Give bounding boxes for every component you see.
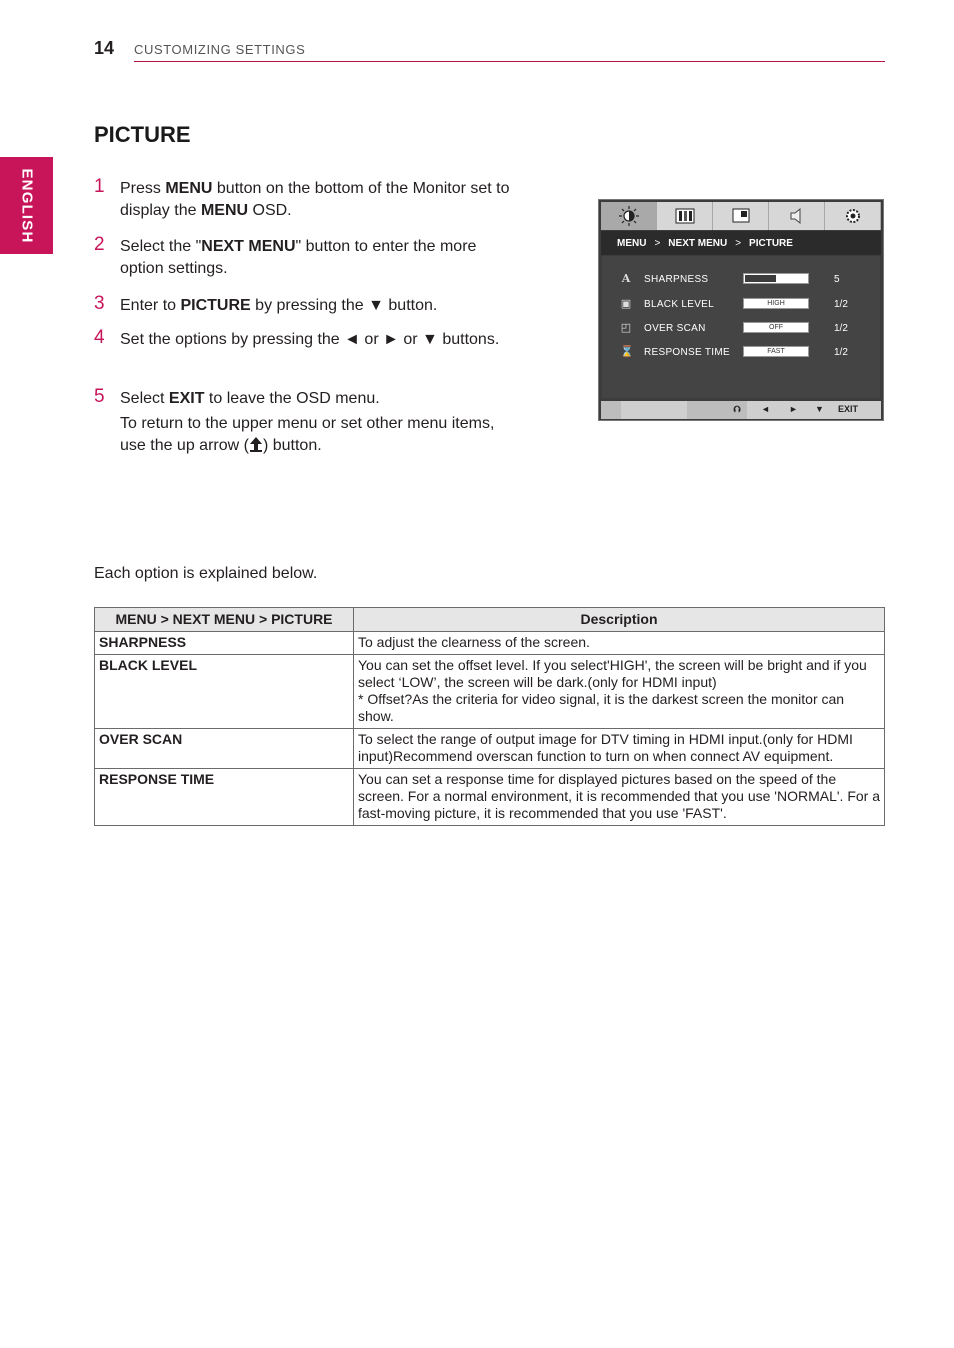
column-header-menu: MENU > NEXT MENU > PICTURE <box>95 608 354 632</box>
option-description: To select the range of output image for DTV timing in HDMI input.(only for HDMI input)Recommend overscan function to turn on when connect AV equipment. <box>354 729 885 769</box>
table-header-row <box>95 608 885 632</box>
step-text: Enter to PICTURE by pressing the ▼ button. <box>120 297 438 314</box>
step-4 <box>94 329 524 351</box>
exit-button[interactable]: EXIT <box>838 404 859 414</box>
step-number: 3 <box>94 293 105 314</box>
step-text: Select the "NEXT MENU" button to enter the more option settings. <box>120 238 477 277</box>
osd-row-sharpness[interactable] <box>602 270 880 290</box>
display-icon <box>730 205 752 227</box>
column-header-description: Description <box>354 608 885 632</box>
right-button[interactable]: ► <box>789 404 798 414</box>
osd-row-response-time[interactable] <box>602 343 880 363</box>
step-1 <box>94 178 524 222</box>
option-description: To adjust the clearness of the screen. <box>354 632 885 655</box>
brightness-icon <box>618 205 640 227</box>
up-arrow-icon <box>249 436 263 452</box>
step-5 <box>94 388 524 457</box>
table-row <box>95 729 885 769</box>
response-time-icon: ⌛ <box>620 346 634 358</box>
step-text: Press MENU button on the bottom of the Monitor set to display the MENU OSD. <box>120 180 510 219</box>
black-level-icon: ▣ <box>620 298 632 310</box>
step-3 <box>94 295 524 317</box>
option-name: OVER SCAN <box>95 729 354 769</box>
language-tab-label: ENGLISH <box>18 167 35 244</box>
osd-tab-settings[interactable] <box>825 202 881 230</box>
option-name: SHARPNESS <box>95 632 354 655</box>
osd-tab-color[interactable] <box>657 202 713 230</box>
step-number: 2 <box>94 234 105 255</box>
color-bars-icon <box>674 205 696 227</box>
sharpness-icon: A <box>621 272 631 285</box>
osd-row-value: 1/2 <box>834 323 848 334</box>
osd-row-value: 1/2 <box>834 347 848 358</box>
osd-tab-sound[interactable] <box>769 202 825 230</box>
osd-footer <box>601 401 881 419</box>
osd-tab-picture[interactable] <box>601 202 657 230</box>
page-number: 14 <box>94 38 115 58</box>
osd-row-black-level[interactable] <box>602 295 880 315</box>
table-row <box>95 769 885 826</box>
osd-row-over-scan[interactable] <box>602 319 880 339</box>
step-number: 5 <box>94 386 105 407</box>
sharpness-slider[interactable] <box>743 273 809 284</box>
option-name: RESPONSE TIME <box>95 769 354 826</box>
table-row <box>95 655 885 729</box>
gear-icon <box>842 205 864 227</box>
step-2 <box>94 236 524 280</box>
osd-row-label: SHARPNESS <box>644 274 709 285</box>
osd-row-label: OVER SCAN <box>644 323 706 334</box>
osd-row-label: BLACK LEVEL <box>644 299 715 310</box>
osd-row-label: RESPONSE TIME <box>644 347 730 358</box>
explain-text: Each option is explained below. <box>94 565 318 582</box>
up-button[interactable]: ⮉ <box>734 404 741 414</box>
over-scan-icon: ◰ <box>620 322 632 334</box>
osd-row-value: 5 <box>834 274 840 285</box>
osd-options-panel <box>602 256 880 398</box>
sharpness-slider-fill <box>745 275 776 282</box>
options-table <box>94 607 885 826</box>
option-description: You can set a response time for displayed pictures based on the speed of the screen. For a normal environment, it is recommended that you use 'NORMAL'. For a fast-moving picture, it is recommended that you use 'FAST'. <box>354 769 885 826</box>
osd-breadcrumb: MENU > NEXT MENU > PICTURE <box>601 231 881 255</box>
language-tab <box>0 157 53 254</box>
black-level-selector[interactable]: HIGH <box>743 298 809 309</box>
step-text: Set the options by pressing the ◄ or ► or ▼ buttons. <box>120 331 500 348</box>
osd-menu-image <box>598 199 884 421</box>
option-name: BLACK LEVEL <box>95 655 354 729</box>
header-rule <box>134 61 885 62</box>
osd-tab-display[interactable] <box>713 202 769 230</box>
response-time-selector[interactable]: FAST <box>743 346 809 357</box>
step-text: Select EXIT to leave the OSD menu. To return to the upper menu or set other menu items, use the up arrow ( ) button. <box>120 390 495 454</box>
osd-tab-bar <box>601 202 881 230</box>
step-number: 4 <box>94 327 105 348</box>
table-row <box>95 632 885 655</box>
osd-row-value: 1/2 <box>834 299 848 310</box>
speaker-icon <box>786 205 808 227</box>
page-title: PICTURE <box>94 122 191 147</box>
section-header: CUSTOMIZING SETTINGS <box>134 42 306 57</box>
option-description: You can set the offset level. If you select'HIGH', the screen will be bright and if you select ‘LOW’, the screen will be dark.(only for HDMI input) * Offset?As the criteria for video signal, it is the darkest screen the monitor can show. <box>354 655 885 729</box>
over-scan-selector[interactable]: OFF <box>743 322 809 333</box>
left-button[interactable]: ◄ <box>761 404 770 414</box>
down-button[interactable]: ▼ <box>815 404 824 414</box>
step-number: 1 <box>94 176 105 197</box>
